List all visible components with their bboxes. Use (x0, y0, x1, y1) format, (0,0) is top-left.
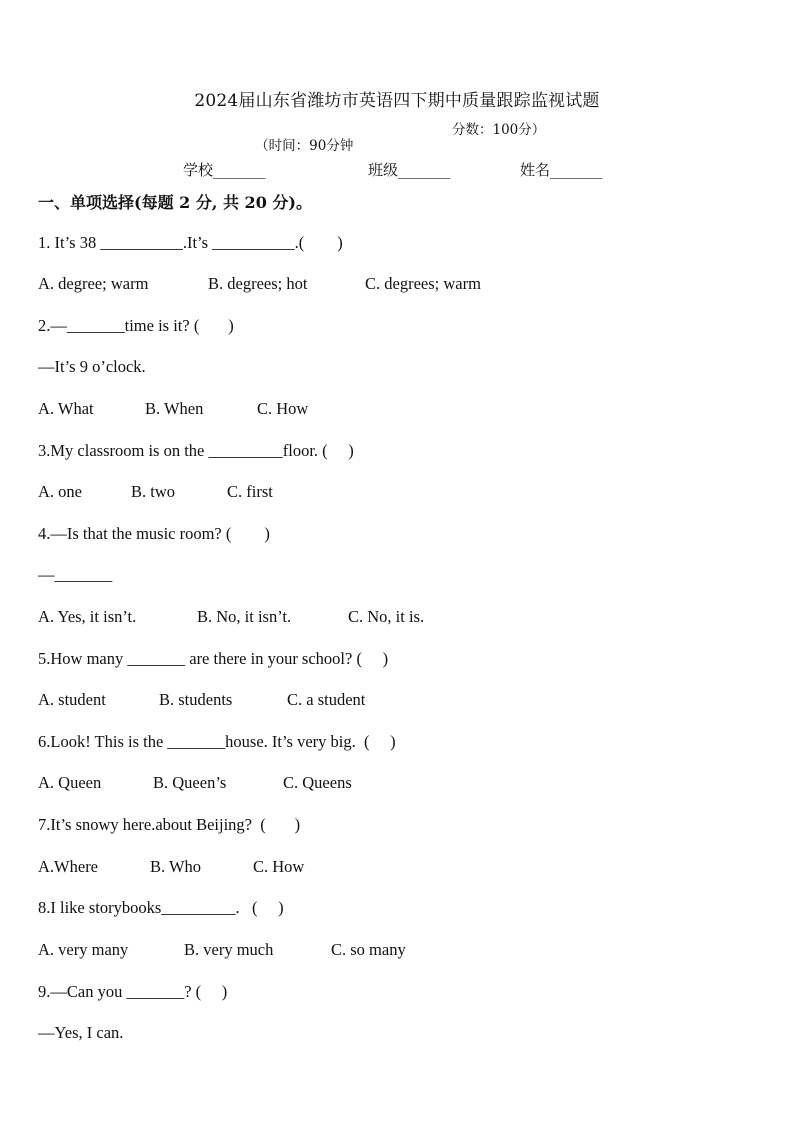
option-b[interactable]: B. Who (150, 857, 202, 876)
option-a[interactable]: A. Queen (38, 773, 102, 792)
exam-title: 2024届山东省潍坊市英语四下期中质量跟踪监视试题 (194, 91, 600, 111)
option-c[interactable]: C. How (253, 857, 305, 876)
exam-time: （时间：90分钟 (255, 138, 354, 154)
option-b[interactable]: B. degrees; hot (208, 274, 308, 293)
question-5: 5.How many _______ are there in your school? ( ) (38, 649, 389, 668)
school-field[interactable]: 学校_______ (183, 161, 266, 179)
option-c[interactable]: C. so many (331, 940, 406, 959)
option-a[interactable]: A. student (38, 690, 106, 709)
option-b[interactable]: B. students (159, 690, 233, 709)
question-2-answer: —It’s 9 o’clock. (38, 357, 146, 376)
option-b[interactable]: B. No, it isn’t. (197, 607, 292, 626)
question-8: 8.I like storybooks_________. ( ) (38, 898, 284, 917)
question-7: 7.It’s snowy here.about Beijing? ( ) (38, 815, 301, 834)
option-a[interactable]: A. degree; warm (38, 274, 149, 293)
option-a[interactable]: A. What (38, 399, 94, 418)
option-b[interactable]: B. When (145, 399, 204, 418)
option-b[interactable]: B. two (131, 482, 176, 501)
option-b[interactable]: B. very much (184, 940, 274, 959)
option-a[interactable]: A. Yes, it isn’t. (38, 607, 137, 626)
option-c[interactable]: C. No, it is. (348, 607, 425, 626)
option-a[interactable]: A.Where (38, 857, 99, 876)
question-4-answer: —_______ (38, 565, 113, 584)
question-4: 4.—Is that the music room? ( ) (38, 524, 270, 543)
option-c[interactable]: C. a student (287, 690, 366, 709)
question-6: 6.Look! This is the _______house. It’s very big. ( ) (38, 732, 396, 751)
option-c[interactable]: C. first (227, 482, 273, 501)
section-heading: 一、单项选择(每题 2 分, 共 20 分)。 (38, 193, 312, 212)
option-a[interactable]: A. very many (38, 940, 129, 959)
question-9-answer: —Yes, I can. (38, 1023, 124, 1042)
option-c[interactable]: C. How (257, 399, 309, 418)
option-c[interactable]: C. degrees; warm (365, 274, 481, 293)
exam-score: 分数：100分） (452, 122, 546, 138)
question-2: 2.—_______time is it? ( ) (38, 316, 234, 335)
class-field[interactable]: 班级_______ (368, 161, 451, 179)
option-b[interactable]: B. Queen’s (153, 773, 227, 792)
option-a[interactable]: A. one (38, 482, 82, 501)
question-1: 1. It’s 38 __________.It’s __________.( ) (38, 233, 343, 252)
name-field[interactable]: 姓名_______ (520, 161, 603, 179)
question-9: 9.—Can you _______? ( ) (38, 982, 228, 1001)
option-c[interactable]: C. Queens (283, 773, 352, 792)
question-3: 3.My classroom is on the _________floor. ( ) (38, 441, 354, 460)
